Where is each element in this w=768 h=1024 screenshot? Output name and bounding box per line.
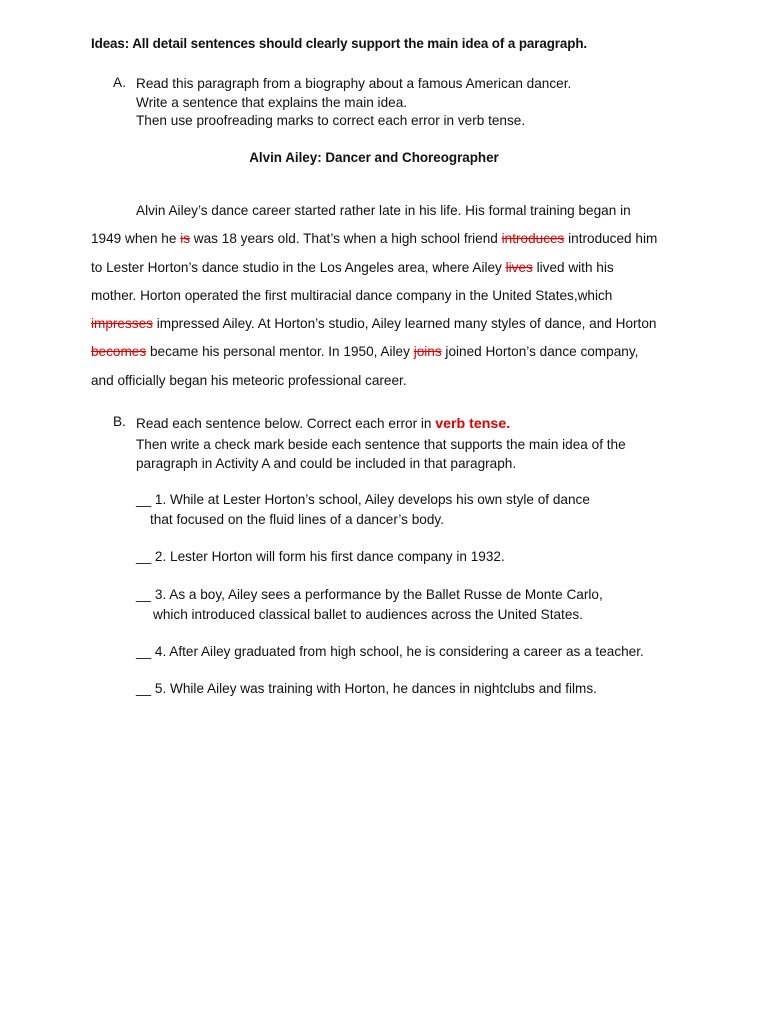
struck-error: joins	[413, 344, 442, 360]
story-title: Alvin Ailey: Dancer and Choreographer	[249, 150, 499, 165]
section-b-instructions	[136, 414, 626, 474]
section-a-line: Write a sentence that explains the main idea.	[136, 94, 408, 110]
section-a-instructions	[136, 75, 571, 131]
section-a-line: Then use proofreading marks to correct each error in verb tense.	[136, 113, 526, 128]
exercise-line: __ 1. While at Lester Horton’s school, Ailey develops his own style of dance	[136, 492, 590, 507]
section-a-line: Read this paragraph from a biography about a famous American dancer.	[136, 76, 572, 91]
exercise-line: __ 2. Lester Horton will form his first dance company in 1932.	[136, 549, 505, 564]
exercise-line-continued: which introduced classical ballet to audiences across the United States.	[153, 606, 583, 622]
exercise-item-3	[136, 585, 603, 624]
section-b-line: paragraph in Activity A and could be included in that paragraph.	[136, 456, 517, 471]
exercise-item-5	[136, 679, 597, 699]
exercise-line-continued: that focused on the fluid lines of a dancer’s body.	[150, 511, 444, 527]
exercise-line: __ 3. As a boy, Ailey sees a performance by the Ballet Russe de Monte Carlo,	[136, 587, 603, 602]
exercise-line: __ 5. While Ailey was training with Horton, he dances in nightclubs and films.	[136, 681, 597, 696]
exercise-item-2	[136, 547, 505, 567]
struck-error: introduces	[501, 231, 565, 247]
paragraph-text: lived with his mother. Horton operated the first multiracial dance company in the United States,which	[91, 259, 614, 303]
struck-error: impresses	[91, 316, 153, 332]
paragraph-text: joined Horton’s dance company, and officially began his meteoric professional career.	[91, 344, 639, 388]
section-b-line	[136, 414, 626, 435]
biography-paragraph	[91, 197, 661, 395]
exercise-item-4	[136, 642, 644, 662]
section-b-line-text: Read each sentence below. Correct each error in	[136, 416, 436, 431]
verb-tense-highlight: verb tense.	[435, 416, 511, 432]
struck-error: is	[180, 231, 191, 247]
worksheet-heading: Ideas: All detail sentences should clearly support the main idea of a paragraph.	[91, 36, 588, 51]
paragraph-text: became his personal mentor. In 1950, Ailey	[146, 344, 414, 360]
exercise-item-1	[136, 490, 590, 529]
section-b-line: Then write a check mark beside each sentence that supports the main idea of the	[136, 436, 626, 452]
paragraph-text: impressed Ailey. At Horton’s studio, Ailey learned many styles of dance, and Horton	[152, 316, 657, 332]
paragraph-text: introduced him to Lester Horton’s dance studio in the Los Angeles area, where Ailey	[91, 231, 658, 275]
exercise-line: __ 4. After Ailey graduated from high school, he is considering a career as a teacher.	[136, 644, 644, 659]
paragraph-text: Alvin Ailey’s dance career started rather late in his life. His formal training began in 1949 when he	[91, 203, 631, 247]
struck-error: becomes	[91, 344, 147, 360]
paragraph-text: was 18 years old. That’s when a high school friend	[190, 231, 502, 247]
struck-error: lives	[505, 259, 533, 275]
section-a-label: A.	[113, 75, 126, 90]
section-b-label: B.	[113, 414, 126, 429]
